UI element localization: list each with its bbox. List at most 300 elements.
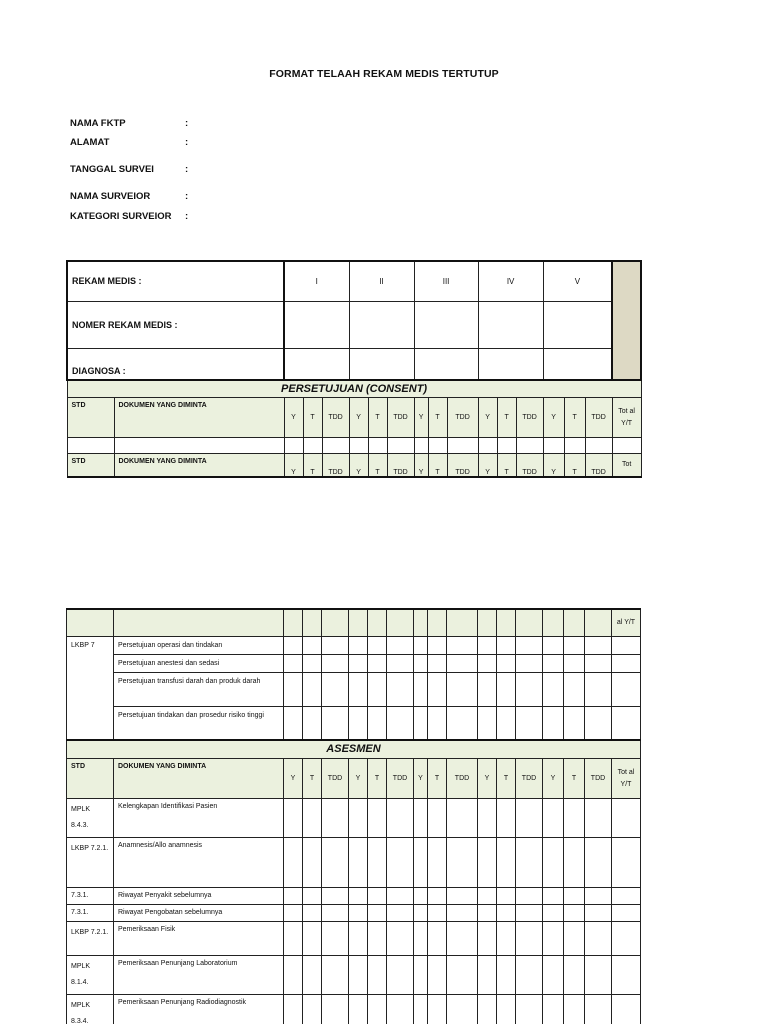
check-cell[interactable] [478,798,497,837]
check-cell[interactable] [349,837,368,887]
check-cell[interactable] [564,921,585,955]
rekam-medis-label: REKAM MEDIS : [67,261,284,301]
col-header-t: T [368,453,387,477]
col-header-std: STD [67,758,114,798]
col-header-tdd: TDD [447,453,478,477]
check-cell[interactable] [322,955,349,994]
check-cell[interactable] [585,654,612,672]
check-cell[interactable] [478,636,497,654]
empty-cell [497,609,516,636]
check-cell[interactable] [585,837,612,887]
check-cell[interactable] [414,706,428,740]
col-header-tdd: TDD [516,453,543,477]
col-header-tdd: TDD [322,397,349,437]
check-cell[interactable] [303,672,322,706]
col-header-t: T [497,453,516,477]
col-header-tdd: TDD [585,397,612,437]
check-cell[interactable] [478,672,497,706]
check-cell[interactable] [284,437,303,453]
check-cell[interactable] [428,887,447,904]
col-header-t: T [428,397,447,437]
check-cell[interactable] [516,994,543,1024]
empty-cell [67,609,114,636]
empty-cell [322,609,349,636]
check-cell[interactable] [428,636,447,654]
col-header-y: Y [543,758,564,798]
check-cell[interactable] [284,955,303,994]
check-cell[interactable] [303,798,322,837]
col-header-total-rest: al Y/T [612,609,641,636]
field-colon: : [185,118,189,129]
nomer-rekam-medis-label: NOMER REKAM MEDIS : [67,301,284,348]
check-cell[interactable] [447,921,478,955]
check-cell[interactable] [564,672,585,706]
check-cell[interactable] [497,437,516,453]
diagnosa-label: DIAGNOSA : [67,348,284,380]
check-cell[interactable] [284,904,303,921]
check-cell[interactable] [428,921,447,955]
check-cell[interactable] [303,837,322,887]
check-cell[interactable] [349,654,368,672]
check-cell[interactable] [303,921,322,955]
check-cell[interactable] [516,654,543,672]
check-cell[interactable] [428,672,447,706]
total-cell[interactable] [612,904,641,921]
nomer-cell-ii[interactable] [349,301,414,348]
check-cell[interactable] [368,921,387,955]
check-cell[interactable] [497,798,516,837]
check-cell[interactable] [447,437,478,453]
check-cell[interactable] [349,904,368,921]
check-cell[interactable] [414,837,428,887]
std-cell: LKBP 7.2.1. [67,921,114,955]
field-label-nama-surveior: NAMA SURVEIOR [70,191,151,202]
check-cell[interactable] [478,994,497,1024]
check-cell[interactable] [368,437,387,453]
check-cell[interactable] [368,798,387,837]
check-cell[interactable] [368,837,387,887]
diagnosa-cell-iv[interactable] [478,348,543,380]
nomer-cell-i[interactable] [284,301,349,348]
col-header-y: Y [478,397,497,437]
check-cell[interactable] [349,437,368,453]
nomer-cell-iii[interactable] [414,301,478,348]
section-header-asesmen: ASESMEN [67,740,641,758]
check-cell[interactable] [543,955,564,994]
total-cell[interactable] [612,654,641,672]
check-cell[interactable] [414,798,428,837]
check-cell[interactable] [428,437,447,453]
check-cell[interactable] [516,837,543,887]
check-cell[interactable] [368,654,387,672]
check-cell[interactable] [349,955,368,994]
check-cell[interactable] [387,921,414,955]
diagnosa-cell-ii[interactable] [349,348,414,380]
col-header-t: T [564,758,585,798]
col-header-total: Tot al Y/T [612,758,641,798]
check-cell[interactable] [543,904,564,921]
check-cell[interactable] [564,706,585,740]
field-colon: : [185,191,189,202]
col-header-dokumen: DOKUMEN YANG DIMINTA [114,397,284,437]
check-cell[interactable] [564,837,585,887]
check-cell[interactable] [284,921,303,955]
check-cell[interactable] [516,955,543,994]
check-cell[interactable] [478,921,497,955]
check-cell[interactable] [303,955,322,994]
empty-cell[interactable] [67,437,114,453]
col-header-y: Y [284,758,303,798]
check-cell[interactable] [585,437,612,453]
col-header-t: T [497,397,516,437]
col-header-total-partial: Tot [612,453,641,477]
check-cell[interactable] [387,672,414,706]
check-cell[interactable] [585,887,612,904]
check-cell[interactable] [478,706,497,740]
review-table-top [66,260,642,478]
std-cell: 7.3.1. [67,904,114,921]
check-cell[interactable] [303,636,322,654]
check-cell[interactable] [516,921,543,955]
std-cell: 7.3.1. [67,887,114,904]
check-cell[interactable] [516,672,543,706]
empty-cell [284,609,303,636]
check-cell[interactable] [349,672,368,706]
col-header-y: Y [543,453,564,477]
check-cell[interactable] [428,837,447,887]
check-cell[interactable] [585,994,612,1024]
check-cell[interactable] [284,994,303,1024]
check-cell[interactable] [497,921,516,955]
check-cell[interactable] [497,672,516,706]
column-header-i: I [284,261,349,301]
total-cell[interactable] [612,437,641,453]
check-cell[interactable] [428,955,447,994]
total-cell[interactable] [612,837,641,887]
check-cell[interactable] [478,437,497,453]
check-cell[interactable] [387,636,414,654]
col-header-std: STD [67,397,114,437]
column-header-v: V [543,261,612,301]
check-cell[interactable] [322,887,349,904]
check-cell[interactable] [564,636,585,654]
std-cell: LKBP 7.2.1. [67,837,114,887]
check-cell[interactable] [543,636,564,654]
check-cell[interactable] [447,798,478,837]
col-header-t: T [564,397,585,437]
nomer-cell-iv[interactable] [478,301,543,348]
check-cell[interactable] [447,654,478,672]
doc-cell: Pemeriksaan Penunjang Radiodiagnostik [114,994,284,1024]
empty-cell [428,609,447,636]
check-cell[interactable] [414,654,428,672]
check-cell[interactable] [368,672,387,706]
total-cell[interactable] [612,706,641,740]
check-cell[interactable] [564,654,585,672]
col-header-y: Y [414,758,428,798]
check-cell[interactable] [284,654,303,672]
check-cell[interactable] [368,955,387,994]
std-cell: LKBP 7 [67,636,114,740]
check-cell[interactable] [368,706,387,740]
check-cell[interactable] [543,798,564,837]
check-cell[interactable] [284,798,303,837]
empty-cell [368,609,387,636]
total-cell[interactable] [612,921,641,955]
check-cell[interactable] [414,994,428,1024]
check-cell[interactable] [387,837,414,887]
col-header-tdd: TDD [585,453,612,477]
col-header-tdd: TDD [387,453,414,477]
total-cell[interactable] [612,636,641,654]
check-cell[interactable] [284,837,303,887]
doc-cell: Persetujuan operasi dan tindakan [114,636,284,654]
check-cell[interactable] [447,904,478,921]
col-header-y: Y [349,758,368,798]
doc-cell: Anamnesis/Allo anamnesis [114,837,284,887]
check-cell[interactable] [497,706,516,740]
check-cell[interactable] [564,887,585,904]
check-cell[interactable] [585,798,612,837]
check-cell[interactable] [516,636,543,654]
check-cell[interactable] [428,904,447,921]
col-header-y: Y [478,453,497,477]
check-cell[interactable] [428,994,447,1024]
check-cell[interactable] [585,672,612,706]
check-cell[interactable] [387,887,414,904]
check-cell[interactable] [349,887,368,904]
section-header-consent: PERSETUJUAN (CONSENT) [67,380,641,397]
check-cell[interactable] [585,921,612,955]
check-cell[interactable] [414,672,428,706]
check-cell[interactable] [497,955,516,994]
check-cell[interactable] [387,904,414,921]
check-cell[interactable] [447,706,478,740]
check-cell[interactable] [478,955,497,994]
empty-cell [516,609,543,636]
total-cell[interactable] [612,672,641,706]
check-cell[interactable] [447,955,478,994]
empty-cell [478,609,497,636]
check-cell[interactable] [303,994,322,1024]
check-cell[interactable] [585,904,612,921]
field-label-kategori-surveior: KATEGORI SURVEIOR [70,211,172,222]
check-cell[interactable] [322,654,349,672]
col-header-std: STD [67,453,114,477]
check-cell[interactable] [497,654,516,672]
field-label-tanggal-survei: TANGGAL SURVEI [70,164,154,175]
check-cell[interactable] [478,837,497,887]
col-header-tdd: TDD [387,397,414,437]
doc-cell: Pemeriksaan Fisik [114,921,284,955]
check-cell[interactable] [447,887,478,904]
check-cell[interactable] [368,994,387,1024]
check-cell[interactable] [387,955,414,994]
check-cell[interactable] [414,437,428,453]
column-header-ii: II [349,261,414,301]
col-header-y: Y [284,397,303,437]
check-cell[interactable] [368,904,387,921]
col-header-y: Y [478,758,497,798]
total-cell[interactable] [612,887,641,904]
total-cell[interactable] [612,798,641,837]
check-cell[interactable] [543,654,564,672]
check-cell[interactable] [497,887,516,904]
check-cell[interactable] [516,437,543,453]
check-cell[interactable] [303,887,322,904]
diagnosa-cell-i[interactable] [284,348,349,380]
check-cell[interactable] [564,437,585,453]
check-cell[interactable] [349,921,368,955]
check-cell[interactable] [414,904,428,921]
total-cell[interactable] [612,994,641,1024]
check-cell[interactable] [564,798,585,837]
check-cell[interactable] [349,706,368,740]
std-cell: MPLK 8.4.3. [67,798,114,837]
check-cell[interactable] [303,706,322,740]
check-cell[interactable] [387,798,414,837]
empty-cell [387,609,414,636]
diagnosa-cell-v[interactable] [543,348,612,380]
check-cell[interactable] [303,654,322,672]
check-cell[interactable] [447,994,478,1024]
check-cell[interactable] [322,837,349,887]
doc-cell: Kelengkapan Identifikasi Pasien [114,798,284,837]
col-header-tdd: TDD [387,758,414,798]
field-colon: : [185,164,189,175]
col-header-tdd: TDD [447,397,478,437]
check-cell[interactable] [322,904,349,921]
check-cell[interactable] [564,904,585,921]
check-cell[interactable] [585,636,612,654]
check-cell[interactable] [284,706,303,740]
check-cell[interactable] [349,798,368,837]
check-cell[interactable] [543,837,564,887]
check-cell[interactable] [564,955,585,994]
col-header-tdd: TDD [447,758,478,798]
check-cell[interactable] [322,437,349,453]
check-cell[interactable] [516,706,543,740]
col-header-tdd: TDD [585,758,612,798]
check-cell[interactable] [428,654,447,672]
check-cell[interactable] [349,636,368,654]
column-header-iv: IV [478,261,543,301]
check-cell[interactable] [322,921,349,955]
field-colon: : [185,137,189,148]
check-cell[interactable] [497,636,516,654]
check-cell[interactable] [284,887,303,904]
col-header-y: Y [284,453,303,477]
check-cell[interactable] [497,904,516,921]
check-cell[interactable] [585,955,612,994]
col-header-dokumen: DOKUMEN YANG DIMINTA [114,453,284,477]
check-cell[interactable] [387,994,414,1024]
check-cell[interactable] [447,672,478,706]
check-cell[interactable] [428,706,447,740]
check-cell[interactable] [322,994,349,1024]
review-table-bottom [66,608,641,1024]
empty-cell [349,609,368,636]
check-cell[interactable] [543,921,564,955]
empty-cell [585,609,612,636]
check-cell[interactable] [349,994,368,1024]
check-cell[interactable] [368,887,387,904]
col-header-y: Y [349,453,368,477]
col-header-tdd: TDD [516,397,543,437]
total-cell[interactable] [612,955,641,994]
check-cell[interactable] [322,636,349,654]
check-cell[interactable] [447,636,478,654]
check-cell[interactable] [387,706,414,740]
col-header-t: T [303,758,322,798]
check-cell[interactable] [322,672,349,706]
check-cell[interactable] [543,437,564,453]
check-cell[interactable] [543,706,564,740]
check-cell[interactable] [585,706,612,740]
check-cell[interactable] [414,955,428,994]
check-cell[interactable] [428,798,447,837]
check-cell[interactable] [564,994,585,1024]
nomer-cell-v[interactable] [543,301,612,348]
check-cell[interactable] [414,887,428,904]
check-cell[interactable] [516,887,543,904]
col-header-tdd: TDD [322,453,349,477]
std-cell: MPLK 8.1.4. [67,955,114,994]
empty-cell [447,609,478,636]
check-cell[interactable] [368,636,387,654]
check-cell[interactable] [303,904,322,921]
check-cell[interactable] [447,837,478,887]
col-header-t: T [564,453,585,477]
check-cell[interactable] [543,994,564,1024]
check-cell[interactable] [516,904,543,921]
col-header-t: T [497,758,516,798]
doc-cell: Persetujuan anestesi dan sedasi [114,654,284,672]
check-cell[interactable] [284,672,303,706]
check-cell[interactable] [497,994,516,1024]
check-cell[interactable] [322,798,349,837]
check-cell[interactable] [414,921,428,955]
col-header-tdd: TDD [516,758,543,798]
col-header-t: T [368,397,387,437]
page-title: FORMAT TELAAH REKAM MEDIS TERTUTUP [269,68,499,80]
column-header-iii: III [414,261,478,301]
check-cell[interactable] [543,672,564,706]
check-cell[interactable] [543,887,564,904]
empty-cell [114,609,284,636]
doc-cell: Riwayat Pengobatan sebelumnya [114,904,284,921]
check-cell[interactable] [387,437,414,453]
doc-cell: Riwayat Penyakit sebelumnya [114,887,284,904]
check-cell[interactable] [497,837,516,887]
std-cell: MPLK 8.3.4. [67,994,114,1024]
check-cell[interactable] [387,654,414,672]
check-cell[interactable] [303,437,322,453]
total-header-cell [612,261,641,380]
empty-cell[interactable] [114,437,284,453]
check-cell[interactable] [478,654,497,672]
check-cell[interactable] [322,706,349,740]
check-cell[interactable] [414,636,428,654]
check-cell[interactable] [478,904,497,921]
check-cell[interactable] [516,798,543,837]
col-header-total: Tot al Y/T [612,397,641,437]
check-cell[interactable] [284,636,303,654]
check-cell[interactable] [478,887,497,904]
diagnosa-cell-iii[interactable] [414,348,478,380]
col-header-t: T [368,758,387,798]
col-header-t: T [428,453,447,477]
